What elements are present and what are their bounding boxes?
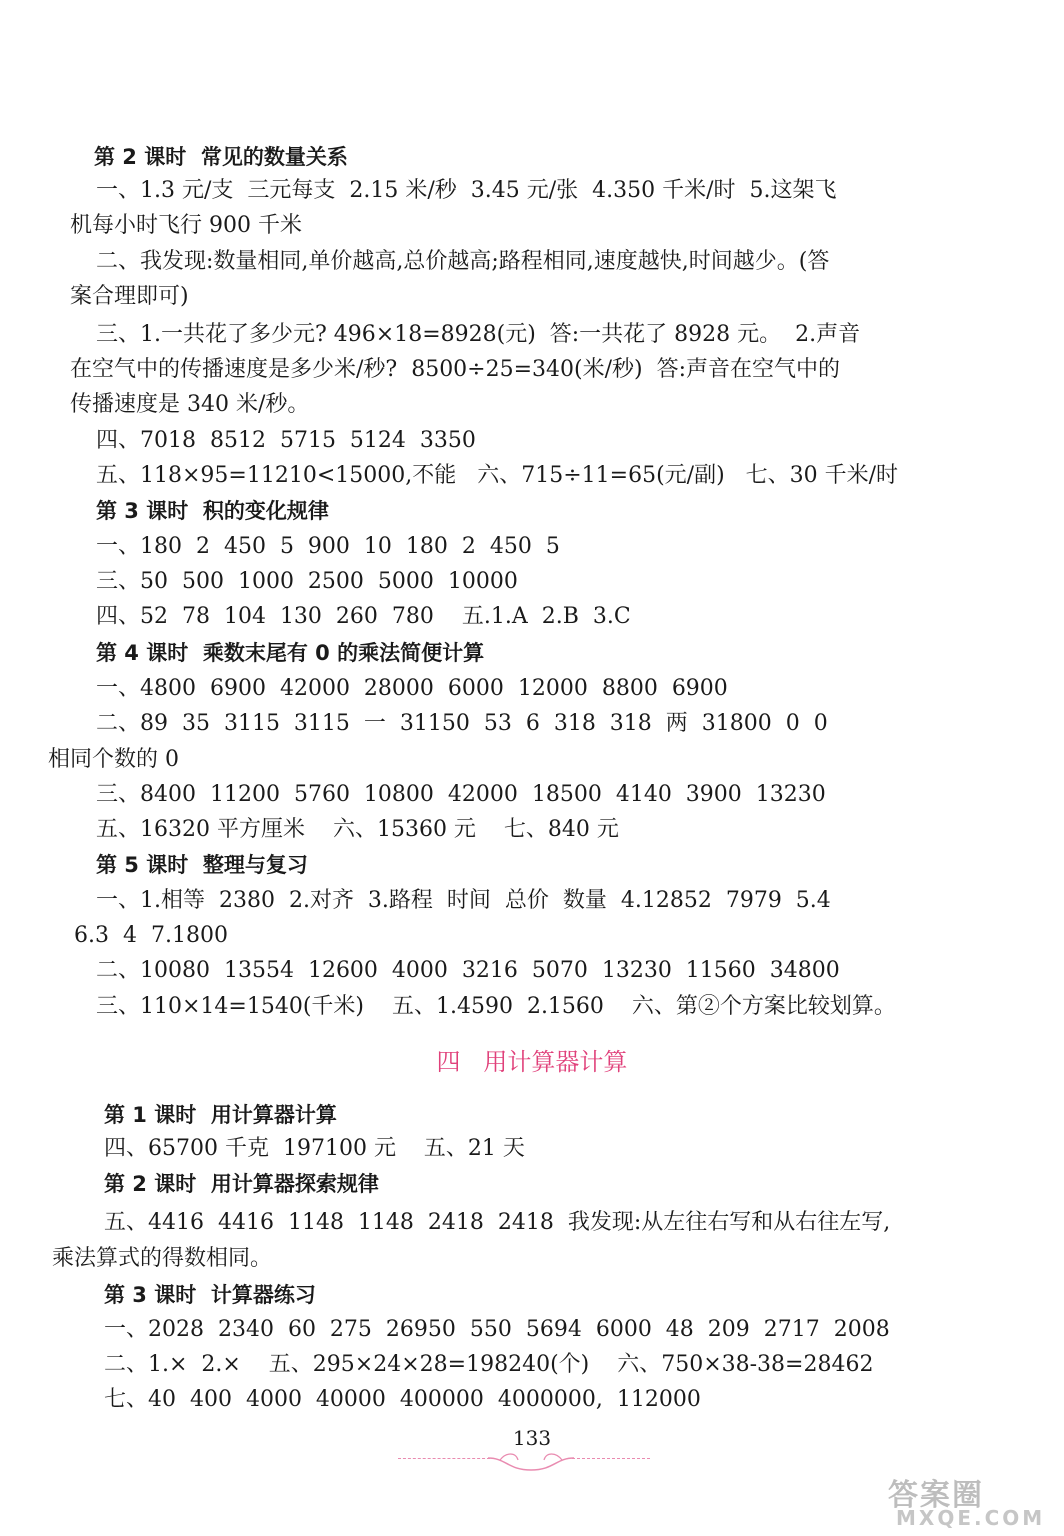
lesson-heading: 第 2 课时 用计算器探索规律 <box>104 1172 379 1196</box>
answer-line: 一、180 2 450 5 900 10 180 2 450 5 <box>96 534 560 559</box>
lesson-heading: 第 1 课时 用计算器计算 <box>104 1103 337 1127</box>
answer-line: 三、50 500 1000 2500 5000 10000 <box>96 569 518 594</box>
answer-line: 五、16320 平方厘米 六、15360 元 七、840 元 <box>96 817 619 842</box>
answer-line: 案合理即可) <box>70 284 189 309</box>
answer-line: 二、89 35 3115 3115 一 31150 53 6 318 318 两 31800 0 0 <box>96 711 828 736</box>
watermark-logo: 答案圈 <box>888 1478 984 1513</box>
answer-line: 一、1.相等 2380 2.对齐 3.路程 时间 总价 数量 4.12852 7979 5.4 <box>96 888 831 913</box>
answer-line: 在空气中的传播速度是多少米/秒? 8500÷25=340(米/秒) 答:声音在空气中的 <box>70 357 841 382</box>
lesson-heading: 第 4 课时 乘数末尾有 0 的乘法简便计算 <box>96 641 485 665</box>
lesson-heading: 第 5 课时 整理与复习 <box>96 853 308 877</box>
answer-line: 三、8400 11200 5760 10800 42000 18500 4140 3900 13230 <box>96 782 826 807</box>
answer-line: 三、1.一共花了多少元? 496×18=8928(元) 答:一共花了 8928 元。 2.声音 <box>96 322 861 347</box>
answer-line: 二、我发现:数量相同,单价越高,总价越高;路程相同,速度越快,时间越少。(答 <box>96 249 830 274</box>
watermark-url: MXQE.COM <box>896 1506 1046 1530</box>
section-title: 四 用计算器计算 <box>436 1048 628 1076</box>
answer-line: 五、4416 4416 1148 1148 2418 2418 我发现:从左往右写和从右往左写, <box>104 1210 891 1235</box>
answer-line: 二、1.× 2.× 五、295×24×28=198240(个) 六、750×38-38=28462 <box>104 1352 874 1377</box>
answer-line: 四、7018 8512 5715 5124 3350 <box>96 428 476 453</box>
answer-line: 三、110×14=1540(千米) 五、1.4590 2.1560 六、第②个方案比较划算。 <box>96 994 896 1019</box>
answer-line: 机每小时飞行 900 千米 <box>70 213 302 238</box>
answer-line: 传播速度是 340 米/秒。 <box>70 392 310 417</box>
answer-line: 七、40 400 4000 40000 400000 4000000, 112000 <box>104 1387 701 1412</box>
answer-line: 五、118×95=11210<15000,不能 六、715÷11=65(元/副) 七、30 千米/时 <box>96 463 899 488</box>
answer-line: 6.3 4 7.1800 <box>74 923 228 948</box>
watermark <box>888 1470 1054 1532</box>
footer-rule-left <box>398 1458 490 1459</box>
lesson-heading: 第 3 课时 计算器练习 <box>104 1283 316 1307</box>
answer-line: 一、1.3 元/支 三元每支 2.15 米/秒 3.45 元/张 4.350 千米/时 5.这架飞 <box>96 178 837 203</box>
answer-line: 乘法算式的得数相同。 <box>52 1246 273 1271</box>
footer-rule-right <box>572 1458 650 1459</box>
answer-line: 一、2028 2340 60 275 26950 550 5694 6000 48 209 2717 2008 <box>104 1317 890 1342</box>
answer-line: 一、4800 6900 42000 28000 6000 12000 8800 6900 <box>96 676 728 701</box>
answer-line: 四、52 78 104 130 260 780 五.1.A 2.B 3.C <box>96 604 631 629</box>
page-number: 133 <box>512 1426 552 1450</box>
lesson-heading: 第 2 课时 常见的数量关系 <box>94 145 348 169</box>
answer-line: 四、65700 千克 197100 元 五、21 天 <box>104 1136 525 1161</box>
lesson-heading: 第 3 课时 积的变化规律 <box>96 499 329 523</box>
answer-line: 相同个数的 0 <box>48 747 179 772</box>
answer-line: 二、10080 13554 12600 4000 3216 5070 13230 11560 34800 <box>96 958 840 983</box>
footer-ornament-icon <box>486 1448 576 1474</box>
